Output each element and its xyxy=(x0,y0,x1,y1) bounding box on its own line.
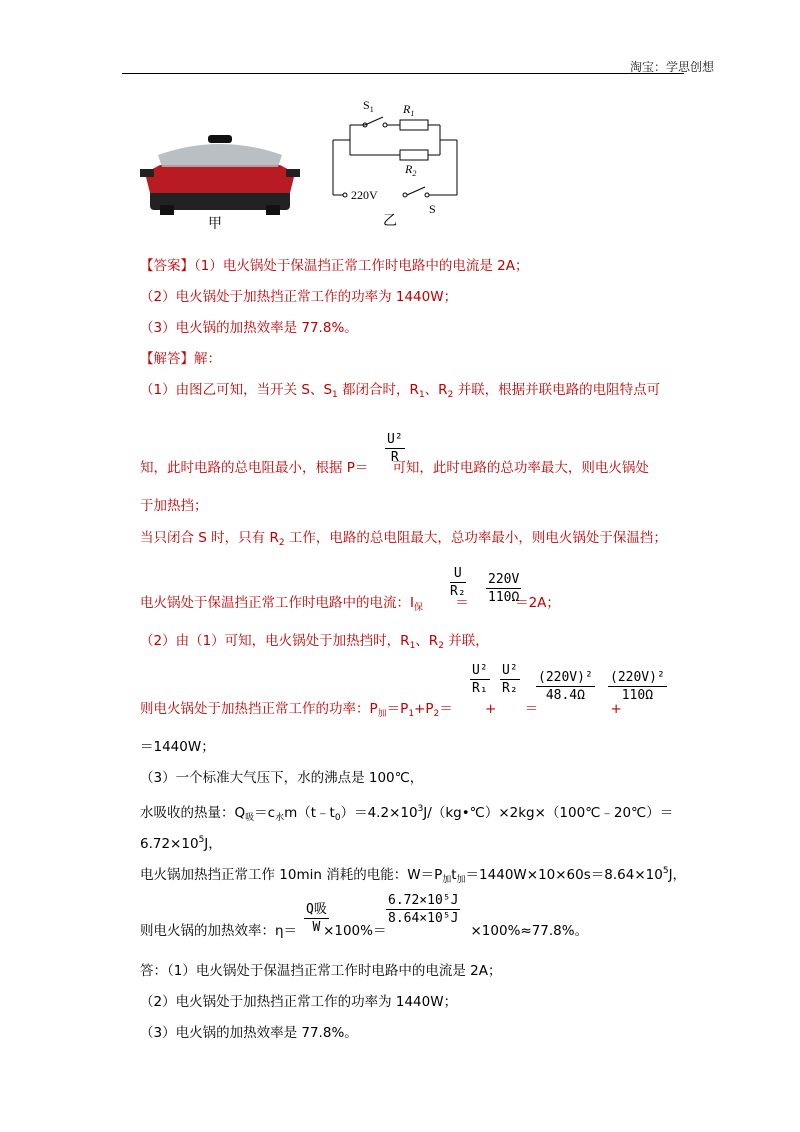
solution-tag: 【解答】解： xyxy=(140,351,221,367)
fraction-u2-r: $\frac{\text{U²}}{R}$ xyxy=(387,432,403,465)
label-r1: R xyxy=(403,102,411,116)
fraction-efficiency: $\frac{\text{6.72×10⁵J}}{\text{8.64×10⁵J}}$ xyxy=(388,893,459,926)
fraction-220v2-48: $\frac{\text{(220V)²}}{48.4\Omega}$ xyxy=(538,670,593,703)
label-s1: S xyxy=(363,98,370,112)
final-line-2: （2）电火锅处于加热挡正常工作的功率为 1440W； xyxy=(140,994,458,1010)
svg-text:R1: $R_1$ xyxy=(403,102,415,118)
solution-line-12: 电火锅加热挡正常工作 10min 消耗的电能：$W=P_加t_加=1440W\times 10\times 60s=8.64\times 10^5J$， xyxy=(140,866,687,885)
solution-line-7: 则电火锅处于加热挡正常工作的功率：$P_加=P_1+P_2=$ + ＝ + xyxy=(140,701,622,719)
answer-line-2: （2）电火锅处于加热挡正常工作的功率为 1440W； xyxy=(140,289,458,305)
final-line-1: 答：（1）电火锅处于保温挡正常工作时电路中的电流是 2A； xyxy=(140,963,502,979)
header-rule xyxy=(122,73,684,74)
label-yi: 乙 xyxy=(383,214,397,229)
fraction-q-w: Q吸 W xyxy=(304,898,329,935)
solution-line-4: 当只闭合 S 时，只有 $R_2$ 工作，电路的总电阻最大，总功率最小，则电火锅处于保温挡； xyxy=(140,530,667,548)
label-r2: R xyxy=(405,162,413,176)
solution-line-13: 则电火锅的加热效率：η＝ ×100%＝ ×100%≈77.8%。 xyxy=(140,923,589,939)
solution-line-6: （2）由（1）可知，电火锅处于加热挡时，$R_1$、$R_2$ 并联， xyxy=(140,633,489,651)
svg-text:R2: $R_2$ xyxy=(405,162,417,178)
page-header: 淘宝：学思创想 xyxy=(630,60,715,74)
label-jia: 甲 xyxy=(208,216,222,232)
solution-line-3: 于加热挡； xyxy=(140,498,208,514)
label-s: S xyxy=(429,202,436,216)
fraction-u2-r1: $\frac{\text{U²}}{\text{R₁}}$ xyxy=(472,663,488,696)
answer-line-1: 【答案】（1）电火锅处于保温挡正常工作时电路中的电流是 2A； xyxy=(140,258,529,274)
solution-line-2: 知，此时电路的总电阻最小，根据 P＝ 可知，此时电路的总功率最大，则电火锅处 xyxy=(140,460,649,476)
label-220v: 220V xyxy=(351,188,378,202)
circuit-diagram xyxy=(325,95,460,235)
solution-line-10: 水吸收的热量：$Q_吸=c_水m(t﹣t_0)=4.2\times 10^3J/(kg•℃)\times 2kg\times(100℃﹣20℃)=$ xyxy=(140,804,674,823)
fraction-220v2-110: $\frac{\text{(220V)²}}{110\Omega}$ xyxy=(610,670,665,703)
fraction-220v-110: $\frac{220V}{110\Omega}$ xyxy=(488,572,520,605)
solution-line-1: （1）由图乙可知，当开关 S、$S_1$ 都闭合时，$R_1$、$R_2$ 并联，根据并联电路的电阻特点可 xyxy=(140,382,661,400)
solution-line-11: $6.72\times 10^5J$， xyxy=(140,835,222,852)
solution-line-8: ＝1440W； xyxy=(140,739,215,755)
fraction-u2-r2: $\frac{\text{U²}}{\text{R₂}}$ xyxy=(502,663,518,696)
svg-text:S1: $S_1$ xyxy=(363,98,374,114)
answer-line-3: （3）电火锅的加热效率是 77.8%。 xyxy=(140,320,358,336)
final-line-3: （3）电火锅的加热效率是 77.8%。 xyxy=(140,1025,358,1041)
fraction-u-r2: $\frac{U}{\text{R₂}}$ xyxy=(450,566,466,599)
electric-hotpot-image xyxy=(140,125,300,215)
solution-line-9: （3）一个标准大气压下，水的沸点是 100℃， xyxy=(140,770,424,786)
solution-line-5: 电火锅处于保温挡正常工作时电路中的电流：$I_保 = =2A$； xyxy=(140,595,560,613)
